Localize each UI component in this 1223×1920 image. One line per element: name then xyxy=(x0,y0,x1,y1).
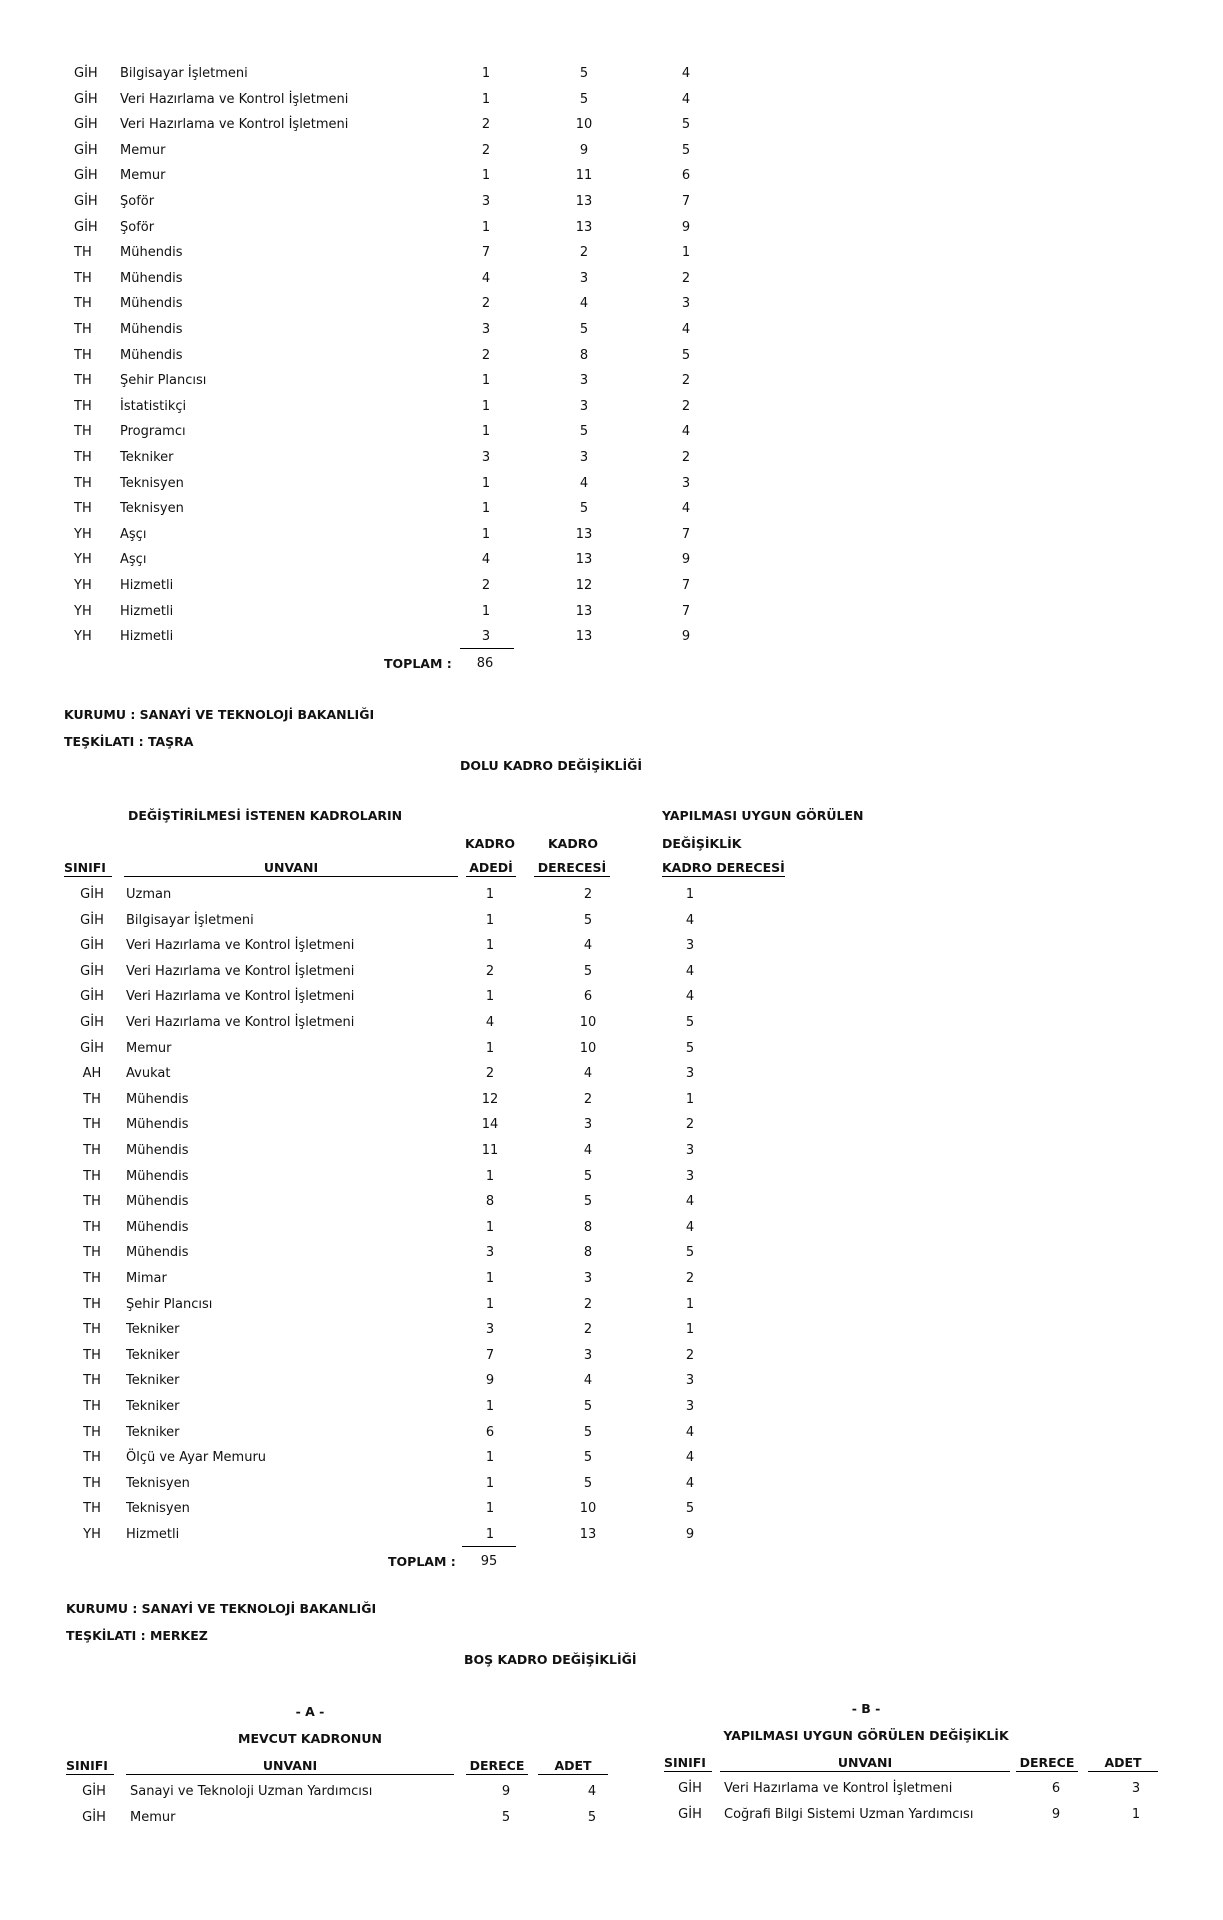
row-new-grade: 2 xyxy=(681,398,691,414)
row-count: 8 xyxy=(485,1194,495,1210)
row-new-grade: 4 xyxy=(685,1219,695,1235)
row-count: 1 xyxy=(481,475,491,491)
col-adedi: ADEDİ xyxy=(466,860,516,877)
row-new-grade: 5 xyxy=(685,1015,695,1030)
row-new-grade: 9 xyxy=(685,1527,695,1542)
row-title: Teknisyen xyxy=(120,475,184,491)
row-title: Şoför xyxy=(120,194,155,209)
row-title: Memur xyxy=(120,168,166,184)
b-col-unvani: UNVANI xyxy=(720,1755,1010,1772)
row-class: GİH xyxy=(74,142,98,158)
row-new-grade: 9 xyxy=(681,629,691,645)
row-count: 1 xyxy=(485,1271,495,1286)
part-a-title: MEVCUT KADRONUN xyxy=(238,1731,382,1746)
row-grade: 5 xyxy=(501,1810,511,1825)
row-new-grade: 4 xyxy=(681,322,691,337)
row-grade: 8 xyxy=(583,1245,593,1261)
row-title: Şoför xyxy=(120,219,155,235)
row-new-grade: 3 xyxy=(685,1066,695,1082)
row-title: Sanayi ve Teknoloji Uzman Yardımcısı xyxy=(130,1784,373,1799)
row-class: GİH xyxy=(74,66,98,81)
row-grade: 9 xyxy=(579,142,589,158)
row-count: 1 xyxy=(485,887,495,902)
row-count: 2 xyxy=(485,1066,495,1082)
row-title: Memur xyxy=(130,1810,176,1825)
row-grade: 4 xyxy=(583,1066,593,1082)
section-title-2: BOŞ KADRO DEĞİŞİKLİĞİ xyxy=(464,1652,637,1667)
row-class: YH xyxy=(74,629,92,645)
row-grade: 8 xyxy=(583,1219,593,1235)
row-grade: 5 xyxy=(579,322,589,337)
row-class: TH xyxy=(83,1399,101,1414)
row-class: TH xyxy=(83,1091,101,1107)
row-grade: 5 xyxy=(583,1424,593,1440)
row-title: Mühendis xyxy=(120,347,183,363)
row-title: Mimar xyxy=(126,1271,167,1286)
col-kadro-1: KADRO xyxy=(465,836,515,851)
row-count: 1 xyxy=(481,66,491,81)
row-new-grade: 5 xyxy=(681,117,691,133)
row-title: Tekniker xyxy=(126,1373,180,1389)
row-new-grade: 5 xyxy=(685,1501,695,1517)
row-class: TH xyxy=(83,1245,101,1261)
row-grade: 5 xyxy=(583,1450,593,1466)
row-count: 1 xyxy=(481,603,491,619)
row-class: YH xyxy=(74,578,92,593)
row-new-grade: 3 xyxy=(685,1168,695,1184)
row-new-grade: 1 xyxy=(685,887,695,902)
row-count: 2 xyxy=(481,117,491,133)
row-title: Tekniker xyxy=(126,1424,180,1440)
row-count: 1 xyxy=(485,1501,495,1517)
row-class: TH xyxy=(74,245,92,261)
row-class: GİH xyxy=(74,219,98,235)
row-class: GİH xyxy=(80,963,104,979)
row-new-grade: 5 xyxy=(681,142,691,158)
row-title: Mühendis xyxy=(120,296,183,312)
row-title: Şehir Plancısı xyxy=(126,1296,213,1312)
row-count: 1 xyxy=(485,989,495,1005)
row-count: 3 xyxy=(481,194,491,209)
row-class: GİH xyxy=(678,1807,702,1822)
row-count: 1 xyxy=(485,1219,495,1235)
row-class: YH xyxy=(83,1527,101,1542)
row-class: TH xyxy=(83,1296,101,1312)
row-class: TH xyxy=(83,1271,101,1286)
row-class: YH xyxy=(74,603,92,619)
row-count: 1 xyxy=(481,373,491,389)
row-grade: 13 xyxy=(575,526,593,542)
row-count: 3 xyxy=(1131,1781,1141,1796)
row-count: 5 xyxy=(587,1810,597,1825)
col-unvani: UNVANI xyxy=(124,860,458,877)
row-grade: 4 xyxy=(583,1373,593,1389)
row-title: Memur xyxy=(126,1040,172,1056)
row-new-grade: 4 xyxy=(685,963,695,979)
row-grade: 4 xyxy=(583,938,593,954)
row-grade: 5 xyxy=(579,424,589,440)
total-value-2: 95 xyxy=(480,1554,498,1569)
row-title: Tekniker xyxy=(126,1347,180,1363)
row-new-grade: 1 xyxy=(685,1322,695,1338)
row-grade: 9 xyxy=(501,1784,511,1799)
part-b-title: YAPILMASI UYGUN GÖRÜLEN DEĞİŞİKLİK xyxy=(723,1728,1009,1743)
row-count: 1 xyxy=(481,424,491,440)
row-title: Mühendis xyxy=(126,1245,189,1261)
row-class: GİH xyxy=(80,989,104,1005)
row-title: Hizmetli xyxy=(126,1527,180,1542)
row-title: Mühendis xyxy=(126,1168,189,1184)
row-new-grade: 4 xyxy=(681,91,691,107)
total-rule xyxy=(460,648,514,649)
row-title: Programcı xyxy=(120,424,186,440)
institution-line-2: KURUMU : SANAYİ VE TEKNOLOJİ BAKANLIĞI xyxy=(66,1601,377,1616)
row-class: TH xyxy=(83,1424,101,1440)
row-title: Mühendis xyxy=(126,1194,189,1210)
row-grade: 13 xyxy=(575,552,593,568)
row-count: 1 xyxy=(481,398,491,414)
row-new-grade: 4 xyxy=(681,501,691,517)
row-title: Bilgisayar İşletmeni xyxy=(126,912,254,928)
row-grade: 13 xyxy=(575,219,593,235)
col-kadro-2: KADRO xyxy=(548,836,598,851)
row-grade: 11 xyxy=(575,168,593,184)
row-grade: 4 xyxy=(579,296,589,312)
row-grade: 12 xyxy=(575,578,593,593)
col-derecesi: DERECESİ xyxy=(534,860,610,877)
row-new-grade: 9 xyxy=(681,552,691,568)
row-class: TH xyxy=(74,270,92,286)
row-new-grade: 2 xyxy=(685,1347,695,1363)
row-grade: 2 xyxy=(583,1322,593,1338)
row-class: TH xyxy=(83,1143,101,1158)
row-title: Veri Hazırlama ve Kontrol İşletmeni xyxy=(126,938,355,954)
row-title: Hizmetli xyxy=(120,603,174,619)
row-count: 1 xyxy=(485,1527,495,1542)
row-class: GİH xyxy=(74,117,98,133)
b-col-derece: DERECE xyxy=(1016,1755,1078,1772)
row-count: 11 xyxy=(481,1143,499,1158)
row-new-grade: 3 xyxy=(685,1143,695,1158)
row-grade: 3 xyxy=(579,373,589,389)
row-class: AH xyxy=(82,1066,102,1082)
row-class: GİH xyxy=(74,168,98,184)
row-grade: 9 xyxy=(1051,1807,1061,1822)
row-new-grade: 9 xyxy=(681,219,691,235)
row-grade: 13 xyxy=(575,194,593,209)
row-title: Teknisyen xyxy=(126,1501,190,1517)
row-grade: 10 xyxy=(575,117,593,133)
row-class: GİH xyxy=(80,938,104,954)
row-title: Aşçı xyxy=(120,552,147,568)
row-new-grade: 1 xyxy=(685,1091,695,1107)
row-new-grade: 3 xyxy=(685,1399,695,1414)
row-class: TH xyxy=(74,398,92,414)
row-count: 1 xyxy=(485,1296,495,1312)
row-grade: 2 xyxy=(583,1296,593,1312)
row-title: Veri Hazırlama ve Kontrol İşletmeni xyxy=(120,117,349,133)
row-title: Mühendis xyxy=(126,1091,189,1107)
row-grade: 13 xyxy=(575,629,593,645)
row-count: 6 xyxy=(485,1424,495,1440)
row-title: Memur xyxy=(120,142,166,158)
row-grade: 5 xyxy=(583,1194,593,1210)
row-count: 1 xyxy=(485,1399,495,1414)
row-class: TH xyxy=(83,1450,101,1466)
row-title: Veri Hazırlama ve Kontrol İşletmeni xyxy=(126,963,355,979)
row-new-grade: 1 xyxy=(681,245,691,261)
row-new-grade: 7 xyxy=(681,578,691,593)
row-count: 1 xyxy=(481,219,491,235)
row-count: 3 xyxy=(485,1245,495,1261)
row-grade: 3 xyxy=(579,450,589,465)
row-title: Aşçı xyxy=(120,526,147,542)
row-count: 1 xyxy=(481,501,491,517)
row-count: 2 xyxy=(481,142,491,158)
row-new-grade: 2 xyxy=(681,270,691,286)
row-new-grade: 5 xyxy=(685,1245,695,1261)
row-grade: 5 xyxy=(583,912,593,928)
total-label: TOPLAM : xyxy=(384,656,452,671)
row-title: Mühendis xyxy=(120,322,183,337)
row-grade: 13 xyxy=(575,603,593,619)
row-count: 2 xyxy=(481,578,491,593)
row-class: GİH xyxy=(80,1040,104,1056)
row-class: GİH xyxy=(74,194,98,209)
row-title: Hizmetli xyxy=(120,629,174,645)
row-grade: 5 xyxy=(583,1475,593,1491)
row-title: Veri Hazırlama ve Kontrol İşletmeni xyxy=(126,989,355,1005)
total-value: 86 xyxy=(476,656,494,671)
row-class: TH xyxy=(74,501,92,517)
row-title: Uzman xyxy=(126,887,172,902)
row-class: TH xyxy=(83,1194,101,1210)
row-class: GİH xyxy=(80,887,104,902)
a-col-unvani: UNVANI xyxy=(126,1758,454,1775)
section-title: DOLU KADRO DEĞİŞİKLİĞİ xyxy=(460,758,643,773)
row-new-grade: 4 xyxy=(685,1475,695,1491)
row-class: TH xyxy=(83,1373,101,1389)
col-sinifi: SINIFI xyxy=(64,860,112,877)
part-a-mark: - A - xyxy=(295,1704,325,1719)
row-title: Mühendis xyxy=(120,270,183,286)
row-new-grade: 2 xyxy=(681,373,691,389)
row-count: 1 xyxy=(1131,1807,1141,1822)
row-class: TH xyxy=(74,373,92,389)
row-count: 1 xyxy=(481,168,491,184)
row-grade: 5 xyxy=(583,963,593,979)
row-class: TH xyxy=(83,1168,101,1184)
row-count: 1 xyxy=(485,1450,495,1466)
row-new-grade: 4 xyxy=(681,66,691,81)
row-title: İstatistikçi xyxy=(120,398,187,414)
row-new-grade: 4 xyxy=(685,1424,695,1440)
row-count: 1 xyxy=(481,526,491,542)
row-class: TH xyxy=(83,1219,101,1235)
row-class: TH xyxy=(83,1501,101,1517)
row-class: YH xyxy=(74,552,92,568)
row-title: Tekniker xyxy=(120,450,174,465)
organization-line-2: TEŞKİLATI : MERKEZ xyxy=(66,1628,208,1643)
institution-line: KURUMU : SANAYİ VE TEKNOLOJİ BAKANLIĞI xyxy=(64,707,375,722)
row-new-grade: 5 xyxy=(681,347,691,363)
row-new-grade: 2 xyxy=(681,450,691,465)
row-grade: 6 xyxy=(1051,1781,1061,1796)
row-new-grade: 3 xyxy=(681,475,691,491)
a-col-derece: DERECE xyxy=(466,1758,528,1775)
organization-line: TEŞKİLATI : TAŞRA xyxy=(64,734,194,749)
row-new-grade: 7 xyxy=(681,194,691,209)
approved-header-line1: YAPILMASI UYGUN GÖRÜLEN xyxy=(662,808,864,823)
row-count: 4 xyxy=(587,1784,597,1799)
row-grade: 4 xyxy=(579,475,589,491)
row-title: Veri Hazırlama ve Kontrol İşletmeni xyxy=(126,1015,355,1030)
row-title: Mühendis xyxy=(126,1117,189,1133)
row-count: 2 xyxy=(481,347,491,363)
row-class: TH xyxy=(83,1347,101,1363)
row-grade: 3 xyxy=(583,1117,593,1133)
row-count: 3 xyxy=(485,1322,495,1338)
row-new-grade: 1 xyxy=(685,1296,695,1312)
row-class: YH xyxy=(74,526,92,542)
row-count: 14 xyxy=(481,1117,499,1133)
row-grade: 10 xyxy=(579,1501,597,1517)
part-b-mark: - B - xyxy=(851,1701,881,1716)
row-title: Mühendis xyxy=(120,245,183,261)
row-new-grade: 7 xyxy=(681,526,691,542)
row-class: GİH xyxy=(80,912,104,928)
row-grade: 5 xyxy=(579,501,589,517)
row-class: TH xyxy=(74,424,92,440)
row-grade: 2 xyxy=(583,1091,593,1107)
row-new-grade: 4 xyxy=(685,912,695,928)
row-grade: 5 xyxy=(583,1399,593,1414)
row-new-grade: 3 xyxy=(685,938,695,954)
row-title: Veri Hazırlama ve Kontrol İşletmeni xyxy=(724,1781,953,1796)
row-class: TH xyxy=(83,1322,101,1338)
col-kadro-derecesi: KADRO DERECESİ xyxy=(662,860,785,875)
row-class: GİH xyxy=(74,91,98,107)
row-title: Şehir Plancısı xyxy=(120,373,207,389)
total-rule-2 xyxy=(462,1546,516,1547)
row-new-grade: 6 xyxy=(681,168,691,184)
row-new-grade: 3 xyxy=(685,1373,695,1389)
row-count: 1 xyxy=(485,1168,495,1184)
row-count: 4 xyxy=(485,1015,495,1030)
b-col-adet: ADET xyxy=(1088,1755,1158,1772)
row-title: Veri Hazırlama ve Kontrol İşletmeni xyxy=(120,91,349,107)
row-count: 1 xyxy=(485,938,495,954)
row-class: TH xyxy=(74,322,92,337)
requested-header: DEĞİŞTİRİLMESİ İSTENEN KADROLARIN xyxy=(128,808,403,823)
row-grade: 3 xyxy=(579,270,589,286)
row-class: GİH xyxy=(82,1784,106,1799)
row-class: TH xyxy=(74,450,92,465)
row-count: 1 xyxy=(485,1040,495,1056)
row-new-grade: 4 xyxy=(685,989,695,1005)
row-class: TH xyxy=(74,347,92,363)
row-class: TH xyxy=(74,475,92,491)
row-count: 3 xyxy=(481,322,491,337)
row-count: 12 xyxy=(481,1091,499,1107)
row-title: Tekniker xyxy=(126,1322,180,1338)
row-new-grade: 4 xyxy=(685,1194,695,1210)
b-col-sinifi: SINIFI xyxy=(664,1755,712,1772)
row-grade: 4 xyxy=(583,1143,593,1158)
row-grade: 2 xyxy=(579,245,589,261)
row-class: GİH xyxy=(678,1781,702,1796)
row-title: Mühendis xyxy=(126,1219,189,1235)
a-col-adet: ADET xyxy=(538,1758,608,1775)
row-count: 1 xyxy=(485,912,495,928)
row-new-grade: 4 xyxy=(685,1450,695,1466)
row-new-grade: 2 xyxy=(685,1117,695,1133)
row-grade: 10 xyxy=(579,1040,597,1056)
row-count: 9 xyxy=(485,1373,495,1389)
row-grade: 3 xyxy=(583,1347,593,1363)
row-count: 3 xyxy=(481,629,491,645)
row-title: Teknisyen xyxy=(126,1475,190,1491)
row-title: Teknisyen xyxy=(120,501,184,517)
row-grade: 13 xyxy=(579,1527,597,1542)
row-title: Bilgisayar İşletmeni xyxy=(120,66,248,81)
a-col-sinifi: SINIFI xyxy=(66,1758,114,1775)
row-grade: 5 xyxy=(579,91,589,107)
row-count: 7 xyxy=(481,245,491,261)
row-class: TH xyxy=(83,1117,101,1133)
row-grade: 8 xyxy=(579,347,589,363)
row-class: TH xyxy=(83,1475,101,1491)
row-class: TH xyxy=(74,296,92,312)
approved-header-line2: DEĞİŞİKLİK xyxy=(662,836,742,851)
total-label-2: TOPLAM : xyxy=(388,1554,456,1569)
row-count: 2 xyxy=(481,296,491,312)
row-new-grade: 5 xyxy=(685,1040,695,1056)
row-grade: 10 xyxy=(579,1015,597,1030)
row-title: Mühendis xyxy=(126,1143,189,1158)
row-grade: 2 xyxy=(583,887,593,902)
row-count: 1 xyxy=(481,91,491,107)
row-new-grade: 2 xyxy=(685,1271,695,1286)
row-grade: 5 xyxy=(583,1168,593,1184)
row-count: 4 xyxy=(481,270,491,286)
row-title: Ölçü ve Ayar Memuru xyxy=(126,1450,267,1466)
row-count: 7 xyxy=(485,1347,495,1363)
row-new-grade: 7 xyxy=(681,603,691,619)
row-title: Coğrafi Bilgi Sistemi Uzman Yardımcısı xyxy=(724,1807,974,1822)
row-class: GİH xyxy=(80,1015,104,1030)
row-grade: 5 xyxy=(579,66,589,81)
row-count: 3 xyxy=(481,450,491,465)
row-title: Hizmetli xyxy=(120,578,174,593)
row-grade: 6 xyxy=(583,989,593,1005)
row-count: 2 xyxy=(485,963,495,979)
row-class: GİH xyxy=(82,1810,106,1825)
row-count: 4 xyxy=(481,552,491,568)
row-title: Tekniker xyxy=(126,1399,180,1414)
row-new-grade: 4 xyxy=(681,424,691,440)
row-grade: 3 xyxy=(583,1271,593,1286)
row-title: Avukat xyxy=(126,1066,171,1082)
row-new-grade: 3 xyxy=(681,296,691,312)
row-count: 1 xyxy=(485,1475,495,1491)
row-grade: 3 xyxy=(579,398,589,414)
